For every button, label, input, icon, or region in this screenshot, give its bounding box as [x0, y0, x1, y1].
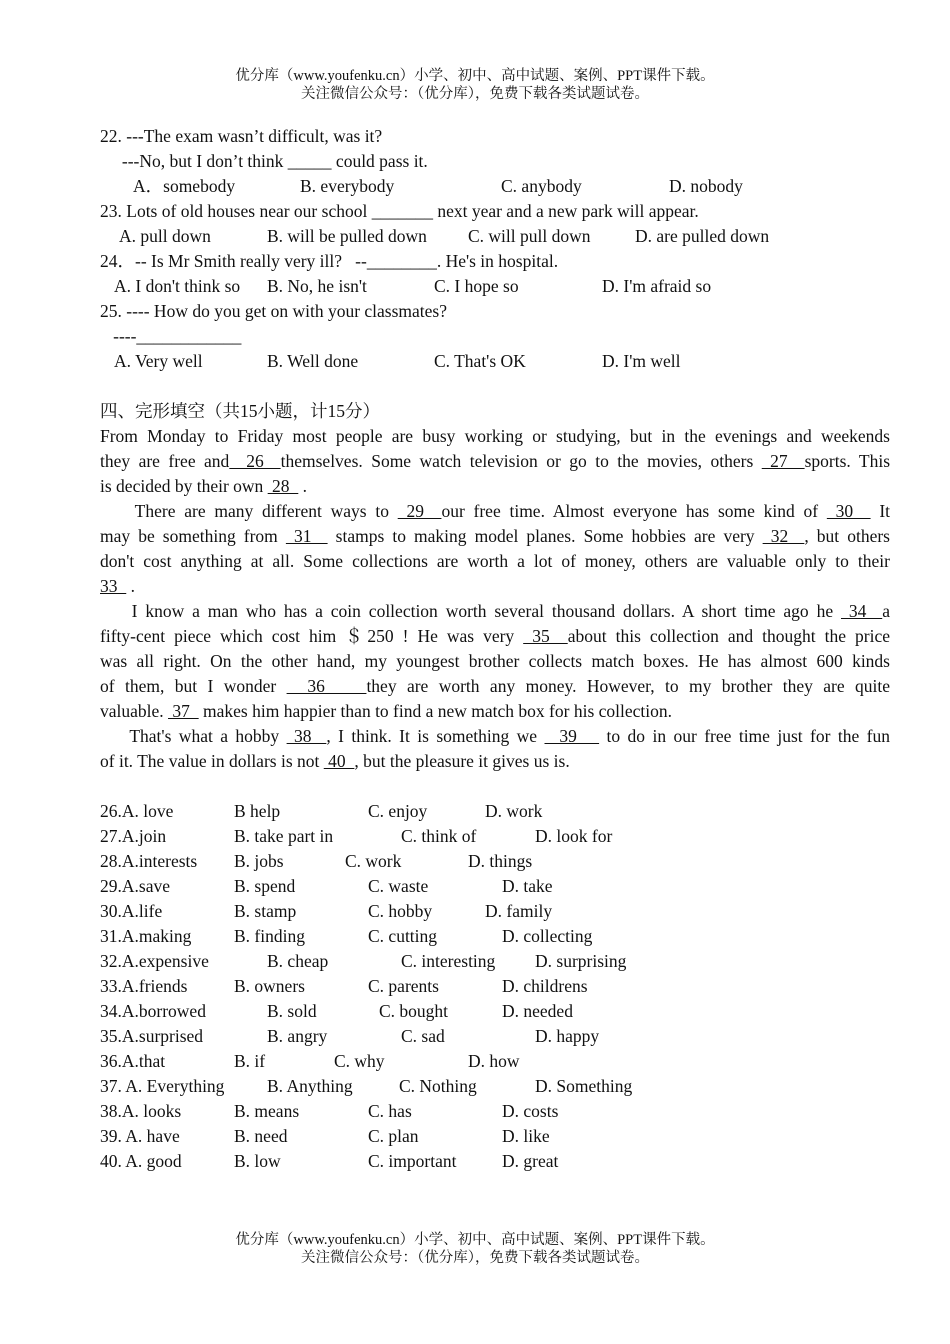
option-d: D. things	[468, 851, 533, 871]
option-b: B. means	[234, 1101, 300, 1121]
option-c: C. enjoy	[368, 801, 428, 821]
options-39	[100, 1124, 890, 1149]
q23-option-a: A. pull down	[119, 226, 211, 246]
option-d: D. look for	[535, 826, 613, 846]
option-a: 30.A.life	[100, 901, 163, 921]
option-c: C. waste	[368, 876, 429, 896]
cloze-p2-line-2: may be something from 31 stamps to making model planes. Some hobbies are very 32 , but others	[100, 526, 890, 546]
blank-40: 40	[323, 751, 355, 771]
blank-32: 32	[762, 526, 805, 546]
option-c: C. bought	[379, 1001, 449, 1021]
q23-option-d: D. are pulled down	[635, 226, 770, 246]
cloze-p3-line-4: of them, but I wonder 36 they are worth any money. However, to my brother they are quite	[100, 676, 891, 696]
option-b: B. sold	[267, 1001, 317, 1021]
option-d: D. family	[485, 901, 553, 921]
q25-option-b: B. Well done	[267, 351, 359, 371]
page-footer	[0, 1231, 950, 1267]
options-33	[100, 974, 890, 999]
cloze-p3-line-5: valuable. 37 makes him happier than to find a new match box for his collection.	[100, 701, 673, 721]
option-d: D. costs	[502, 1101, 559, 1121]
option-c: C. sad	[401, 1026, 445, 1046]
q22-stem-1: 22. ---The exam wasn’t difficult, was it?	[100, 126, 383, 146]
q25-stem: 25. ---- How do you get on with your classmates?	[100, 301, 448, 321]
header-line-2: 关注微信公众号：（优分库），免费下载各类试题试卷。	[301, 86, 649, 102]
q25-option-d: D. I'm well	[602, 351, 681, 371]
option-a: 37. A. Everything	[100, 1076, 225, 1096]
option-d: D. surprising	[535, 951, 627, 971]
page-header	[0, 67, 950, 103]
cloze-p4-line-1: That's what a hobby 38 , I think. It is something we 39 to do in our free time just for the fun	[100, 726, 891, 746]
option-d: D. collecting	[502, 926, 593, 946]
option-a: 35.A.surprised	[100, 1026, 204, 1046]
cloze-p2-line-4: 33 .	[100, 576, 135, 596]
option-b: B. owners	[234, 976, 305, 996]
options-27	[100, 824, 890, 849]
option-d: D. how	[468, 1051, 520, 1071]
q24-option-b: B. No, he isn't	[267, 276, 367, 296]
q23-stem: 23. Lots of old houses near our school _______ next year and a new park will appear.	[100, 201, 699, 221]
options-30	[100, 899, 890, 924]
option-b: B. angry	[267, 1026, 328, 1046]
cloze-options	[100, 799, 890, 1174]
option-a: 38.A. looks	[100, 1101, 182, 1121]
option-c: C. parents	[368, 976, 439, 996]
q24-option-d: D. I'm afraid so	[602, 276, 712, 296]
option-a: 33.A.friends	[100, 976, 188, 996]
option-b: B help	[234, 801, 281, 821]
blank-38: 38	[286, 726, 327, 746]
options-37	[100, 1074, 890, 1099]
options-40	[100, 1149, 890, 1174]
q22-options	[100, 174, 890, 199]
cloze-p3-line-1: I know a man who has a coin collection worth several thousand dollars. A short time ago he 34 a	[100, 601, 890, 621]
blank-30: 30	[826, 501, 871, 521]
option-a: 36.A.that	[100, 1051, 166, 1071]
blank-33: 33	[100, 576, 127, 596]
q23-option-b: B. will be pulled down	[267, 226, 427, 246]
option-c: C. important	[368, 1151, 457, 1171]
options-35	[100, 1024, 890, 1049]
blank-27: 27	[761, 451, 805, 471]
cloze-p3-line-2: fifty-cent piece which cost him ＄250 ! He was very 35 about this collection and thought the price	[100, 626, 891, 646]
options-34	[100, 999, 890, 1024]
cloze-p1-line-2: they are free and 26 themselves. Some watch television or go to the movies, others 27 sports. This	[100, 451, 891, 471]
option-d: D. childrens	[502, 976, 588, 996]
q24-option-c: C. I hope so	[434, 276, 519, 296]
blank-31: 31	[285, 526, 328, 546]
q22-option-a: A．somebody	[133, 176, 236, 196]
option-b: B. low	[234, 1151, 281, 1171]
options-26	[100, 799, 890, 824]
q25-options	[100, 349, 890, 374]
cloze-p1-line-1: From Monday to Friday most people are busy working or studying, but in the evenings and weekends	[100, 426, 890, 446]
cloze-p2-line-3: don't cost anything at all. Some collections are worth a lot of money, others are valuable only to their	[100, 551, 890, 571]
options-32	[100, 949, 890, 974]
q22-option-d: D. nobody	[669, 176, 743, 196]
blank-28: 28	[267, 476, 299, 496]
option-c: C. hobby	[368, 901, 433, 921]
option-d: D. work	[485, 801, 543, 821]
option-b: B. cheap	[267, 951, 329, 971]
option-b: B. need	[234, 1126, 288, 1146]
option-a: 27.A.join	[100, 826, 167, 846]
footer-line-1: 优分库（www.youfenku.cn）小学、初中、高中试题、案例、PPT课件下载。	[235, 1232, 715, 1248]
option-a: 31.A.making	[100, 926, 192, 946]
option-c: C. Nothing	[399, 1076, 477, 1096]
blank-29: 29	[397, 501, 442, 521]
options-38	[100, 1099, 890, 1124]
q25-option-a: A. Very well	[114, 351, 203, 371]
option-b: B. stamp	[234, 901, 297, 921]
option-a: 29.A.save	[100, 876, 170, 896]
q22-stem-2: ---No, but I don’t think _____ could pass it.	[100, 151, 428, 171]
options-28	[100, 849, 890, 874]
option-a: 32.A.expensive	[100, 951, 209, 971]
option-b: B. Anything	[267, 1076, 353, 1096]
cloze-p4-line-2: of it. The value in dollars is not 40 , but the pleasure it gives us is.	[100, 751, 570, 771]
option-b: B. if	[234, 1051, 266, 1071]
option-d: D. needed	[502, 1001, 573, 1021]
option-d: D. Something	[535, 1076, 633, 1096]
option-d: D. great	[502, 1151, 559, 1171]
q24-options	[100, 274, 890, 299]
q24-option-a: A. I don't think so	[114, 276, 241, 296]
option-a: 28.A.interests	[100, 851, 198, 871]
section-title: 四、完形填空（共15小题，计15分）	[100, 401, 380, 421]
option-d: D. like	[502, 1126, 550, 1146]
blank-26: 26	[229, 451, 281, 471]
option-a: 26.A. love	[100, 801, 174, 821]
q22-option-c: C. anybody	[501, 176, 582, 196]
option-c: C. cutting	[368, 926, 438, 946]
option-b: B. spend	[234, 876, 296, 896]
option-c: C. interesting	[401, 951, 496, 971]
header-line-1: 优分库（www.youfenku.cn）小学、初中、高中试题、案例、PPT课件下载。	[235, 68, 715, 84]
blank-39: 39	[544, 726, 600, 746]
option-b: B. take part in	[234, 826, 334, 846]
blank-36: 36	[286, 676, 367, 696]
option-c: C. think of	[401, 826, 477, 846]
option-b: B. jobs	[234, 851, 284, 871]
options-29	[100, 874, 890, 899]
option-a: 39. A. have	[100, 1126, 180, 1146]
option-c: C. why	[334, 1051, 385, 1071]
cloze-p3-line-3: was all right. On the other hand, my youngest brother collects match boxes. He has almost 600 kinds	[100, 651, 890, 671]
footer-line-2: 关注微信公众号：（优分库），免费下载各类试题试卷。	[301, 1250, 649, 1266]
options-31	[100, 924, 890, 949]
option-c: C. plan	[368, 1126, 419, 1146]
q22-option-b: B. everybody	[300, 176, 395, 196]
q24-stem: 24．-- Is Mr Smith really very ill? --________. He's in hospital.	[100, 251, 559, 271]
option-d: D. happy	[535, 1026, 600, 1046]
q25-reply: ----____________	[100, 326, 242, 346]
cloze-p1-line-3: is decided by their own 28 .	[100, 476, 308, 496]
blank-37: 37	[168, 701, 199, 721]
option-a: 34.A.borrowed	[100, 1001, 206, 1021]
blank-35: 35	[523, 626, 568, 646]
exam-content	[100, 124, 890, 1174]
cloze-p2-line-1: There are many different ways to 29 our free time. Almost everyone has some kind of 30 It	[100, 501, 891, 521]
q25-option-c: C. That's OK	[434, 351, 526, 371]
option-d: D. take	[502, 876, 553, 896]
q23-option-c: C. will pull down	[468, 226, 591, 246]
option-b: B. finding	[234, 926, 305, 946]
option-a: 40. A. good	[100, 1151, 182, 1171]
blank-34: 34	[841, 601, 883, 621]
options-36	[100, 1049, 890, 1074]
option-c: C. has	[368, 1101, 412, 1121]
q23-options	[100, 224, 890, 249]
option-c: C. work	[345, 851, 402, 871]
